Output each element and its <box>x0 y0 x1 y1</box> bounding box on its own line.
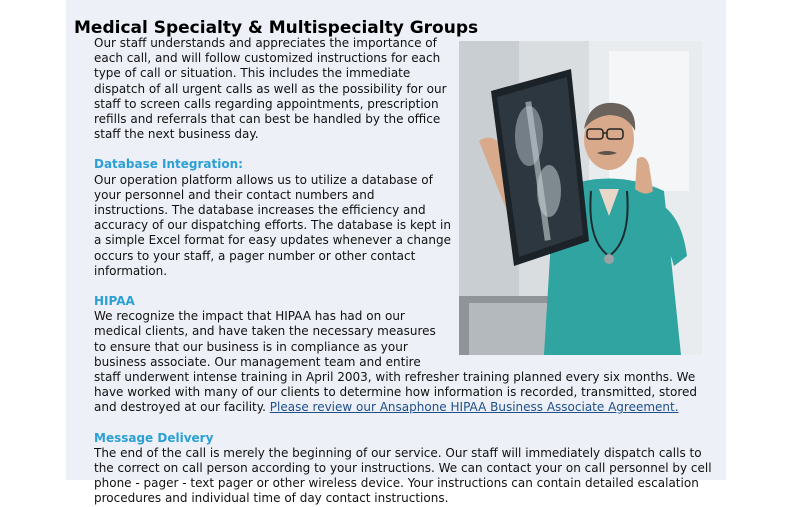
hipaa-agreement-link[interactable]: Please review our Ansaphone HIPAA Business Associate Agreement. <box>269 400 679 415</box>
hipaa-heading: HIPAA <box>94 294 135 309</box>
page-title: Medical Specialty & Multispecialty Groups <box>74 18 479 39</box>
database-integration-text: Our operation platform allows us to utilize a database of your personnel and their contact numbers and instructions. The database increases the efficiency and accuracy of our dispatching efforts. The database is kept in a simple Excel format for easy updates whenever a change occurs to your staff, a pager number or other contact information. <box>94 172 451 278</box>
database-integration-heading: Database Integration: <box>94 157 243 172</box>
message-delivery-text: The end of the call is merely the beginning of our service. Our staff will immediately dispatch calls to the correct on call person according to your instructions. We can contact your on call personnel by cell phone - pager - text pager or other wireless device. Your instructions can contain detailed escalation procedures and individual time of day contact instructions. <box>94 445 712 506</box>
hipaa-body: We recognize the impact that HIPAA has had on our medical clients, and have taken the necessary measures to ensure that our business is in compliance as your business associate. Our management team and entire staff underwent intense training in April 2003, with refresher training planned every six months. We have worked with many of our clients to determine how information is recorded, transmitted, stored and destroyed at our facility. <box>94 309 698 415</box>
main-content <box>94 36 718 507</box>
doctor-xray-photo <box>459 41 702 355</box>
message-delivery-heading: Message Delivery <box>94 430 214 445</box>
intro-paragraph: Our staff understands and appreciates the importance of each call, and will follow customized instructions for each type of call or situation. This includes the immediate dispatch of all urgent calls as well as the possibility for our staff to screen calls regarding appointments, prescription refills and referrals that can best be handled by the office staff the next business day. <box>94 36 447 142</box>
